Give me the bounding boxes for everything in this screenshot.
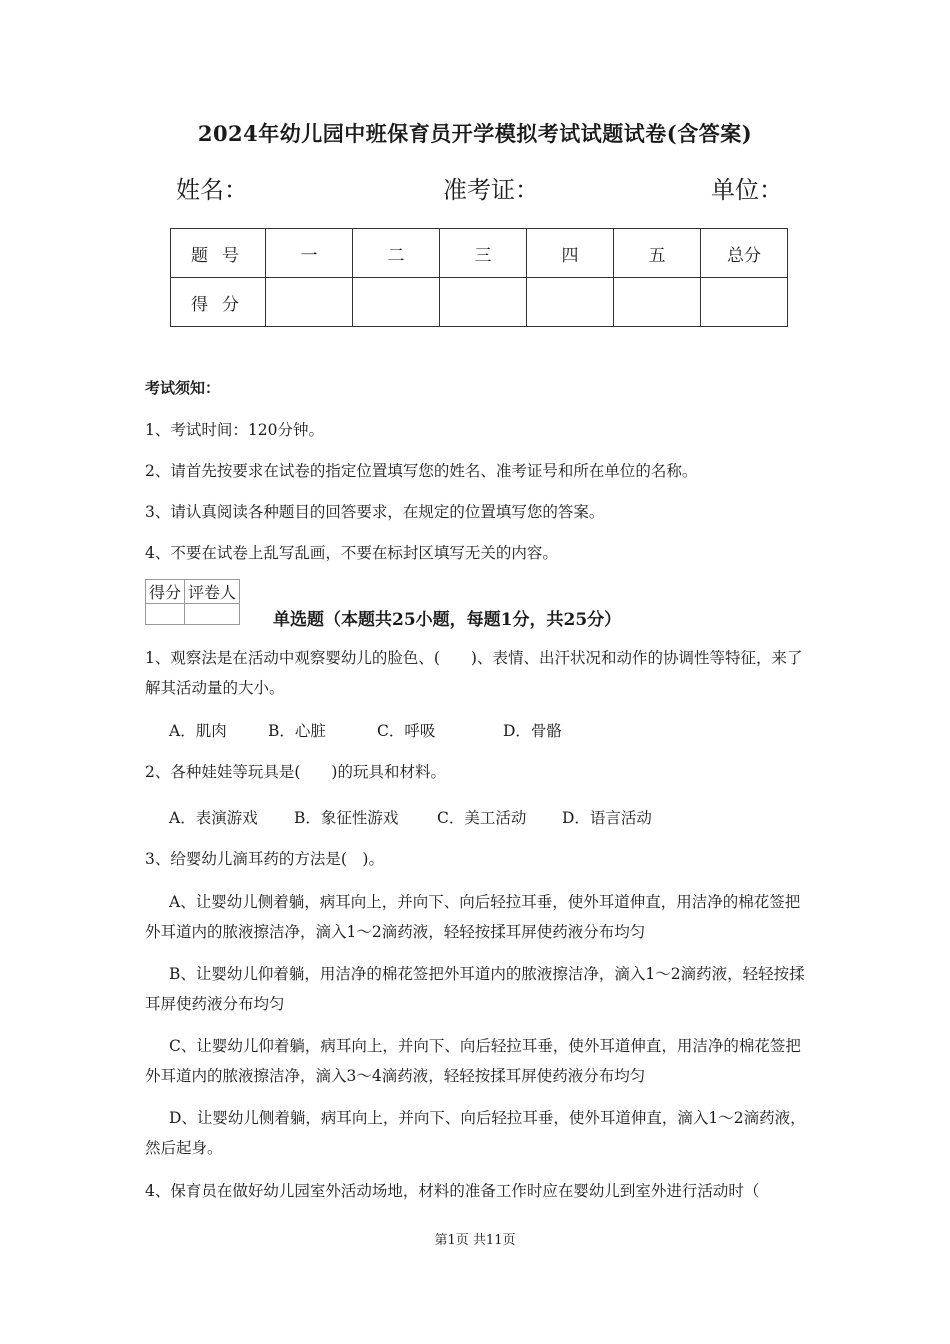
q2-option-b: B．象征性游戏 <box>294 809 399 827</box>
score-table-row-head: 题号 <box>171 229 266 278</box>
q2-option-d: D．语言活动 <box>562 809 652 827</box>
score-cell <box>353 278 440 327</box>
q3-option-d: D、让婴幼儿侧着躺，病耳向上，并向下、向后轻拉耳垂，使外耳道伸直，滴入1～2滴药液，然后起身。 <box>145 1109 806 1157</box>
q3-option-b: B、让婴幼儿仰着躺，用洁净的棉花签把外耳道内的脓液擦洁净，滴入1～2滴药液，轻轻按揉耳屏使药液分布均匀 <box>145 965 805 1013</box>
grader-score-label: 得分 <box>146 580 185 604</box>
score-table <box>170 228 788 327</box>
q1-option-c: C．呼吸 <box>377 722 436 740</box>
question-1-stem: 1、观察法是在活动中观察婴幼儿的脸色、( )、表情、出汗状况和动作的协调性等特征，来了解其活动量的大小。 <box>145 649 803 697</box>
score-col-5: 五 <box>614 229 701 278</box>
exam-id-label: 准考证： <box>443 176 539 204</box>
q1-option-d: D．骨骼 <box>503 722 562 740</box>
grader-score-cell <box>146 604 185 625</box>
section-heading: 单选题（本题共25小题，每题1分，共25分） <box>273 610 622 630</box>
score-table-score-row <box>171 278 788 327</box>
score-col-4: 四 <box>527 229 614 278</box>
q2-option-a: A．表演游戏 <box>169 809 258 827</box>
score-cell <box>266 278 353 327</box>
question-4-stem: 4、保育员在做好幼儿园室外活动场地，材料的准备工作时应在婴幼儿到室外进行活动时（ <box>145 1182 760 1200</box>
score-col-1: 一 <box>266 229 353 278</box>
name-label: 姓名： <box>176 176 248 204</box>
grader-reviewer-label: 评卷人 <box>185 580 240 604</box>
score-cell <box>701 278 788 327</box>
notice-item: 2、请首先按要求在试卷的指定位置填写您的姓名、准考证号和所在单位的名称。 <box>145 462 698 480</box>
q2-option-c: C．美工活动 <box>437 809 527 827</box>
score-col-3: 三 <box>440 229 527 278</box>
unit-label: 单位： <box>711 176 783 204</box>
grader-box <box>145 579 240 625</box>
q1-option-a: A．肌肉 <box>169 722 227 740</box>
score-cell <box>440 278 527 327</box>
grader-reviewer-cell <box>185 604 240 625</box>
notice-item: 1、考试时间：120分钟。 <box>145 421 324 439</box>
page-footer: 第1页 共11页 <box>434 1233 516 1248</box>
question-3-stem: 3、给婴幼儿滴耳药的方法是( )。 <box>145 850 384 868</box>
q1-option-b: B．心脏 <box>268 722 326 740</box>
score-col-2: 二 <box>353 229 440 278</box>
exam-title: 2024年幼儿园中班保育员开学模拟考试试题试卷(含答案) <box>197 121 753 146</box>
q3-option-c: C、让婴幼儿仰着躺，病耳向上，并向下、向后轻拉耳垂，使外耳道伸直，用洁净的棉花签把外耳道内的脓液擦洁净，滴入3～4滴药液，轻轻按揉耳屏使药液分布均匀 <box>145 1037 801 1085</box>
score-table-header-row <box>171 229 788 278</box>
score-cell <box>527 278 614 327</box>
score-col-total: 总分 <box>701 229 788 278</box>
score-table-row-head: 得分 <box>171 278 266 327</box>
notice-item: 3、请认真阅读各种题目的回答要求，在规定的位置填写您的答案。 <box>145 503 605 521</box>
question-2-stem: 2、各种娃娃等玩具是( )的玩具和材料。 <box>145 763 446 781</box>
notice-heading: 考试须知： <box>145 379 221 397</box>
notice-item: 4、不要在试卷上乱写乱画，不要在标封区填写无关的内容。 <box>145 544 558 562</box>
q3-option-a: A、让婴幼儿侧着躺，病耳向上，并向下、向后轻拉耳垂，使外耳道伸直，用洁净的棉花签把外耳道内的脓液擦洁净，滴入1～2滴药液，轻轻按揉耳屏使药液分布均匀 <box>145 893 801 941</box>
score-cell <box>614 278 701 327</box>
